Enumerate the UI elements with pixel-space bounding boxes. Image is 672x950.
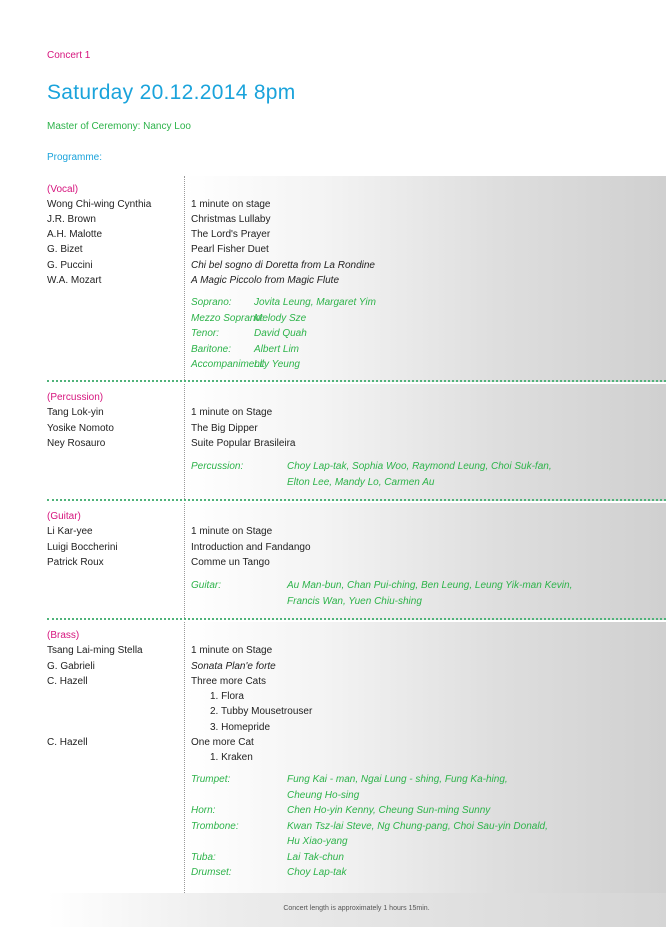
page-title: Saturday 20.12.2014 8pm	[47, 81, 296, 104]
piece: 1 minute on Stage	[191, 407, 273, 418]
performer-names: Lily Yeung	[254, 359, 300, 370]
performer-names: Lai Tak-chun	[287, 852, 344, 863]
piece: 1 minute on Stage	[191, 645, 273, 656]
performer-names: Choy Lap-tak	[287, 867, 347, 878]
guitar-section	[47, 503, 666, 620]
piece: Suite Popular Brasileira	[191, 438, 296, 449]
composer: J.R. Brown	[47, 214, 96, 225]
composer: Li Kar-yee	[47, 526, 93, 537]
piece: A Magic Piccolo from Magic Flute	[191, 275, 340, 286]
composer: W.A. Mozart	[47, 275, 102, 286]
composer: Luigi Boccherini	[47, 542, 118, 553]
performer-names: Albert Lim	[254, 344, 300, 355]
composer: G. Bizet	[47, 244, 83, 255]
performer-role: Trumpet:	[191, 774, 231, 785]
column-divider	[184, 622, 185, 893]
performer-role: Tuba:	[191, 852, 216, 863]
performer-role: Baritone:	[191, 344, 232, 355]
performer-role: Guitar:	[191, 580, 222, 591]
performer-role: Tenor:	[191, 328, 219, 339]
composer: Patrick Roux	[47, 557, 104, 568]
vocal-section	[47, 176, 666, 382]
piece: Introduction and Fandango	[191, 542, 311, 553]
piece: Comme un Tango	[191, 557, 270, 568]
column-divider	[184, 176, 185, 382]
performer-role: Percussion:	[191, 461, 244, 472]
performer-names: Jovita Leung, Margaret Yim	[254, 297, 376, 308]
section-divider	[47, 380, 666, 382]
piece: 1 minute on Stage	[191, 526, 273, 537]
performer-names: Kwan Tsz-lai Steve, Ng Chung-pang, Choi Sau-yin Donald,	[287, 821, 548, 832]
programme-label: Programme:	[47, 152, 103, 163]
piece: 1 minute on stage	[191, 199, 271, 210]
composer: Ney Rosauro	[47, 438, 106, 449]
performer-names: Francis Wan, Yuen Chiu-shing	[287, 596, 422, 607]
movement: 1. Kraken	[210, 752, 253, 763]
master-of-ceremony: Master of Ceremony: Nancy Loo	[47, 121, 191, 132]
performer-names: Fung Kai - man, Ngai Lung - shing, Fung Ka-hing,	[287, 774, 508, 785]
performer-role: Drumset:	[191, 867, 232, 878]
composer: Tsang Lai-ming Stella	[47, 645, 143, 656]
composer: C. Hazell	[47, 676, 88, 687]
performer-names: Melody Sze	[254, 313, 307, 324]
category-guitar: (Guitar)	[47, 511, 81, 522]
composer: C. Hazell	[47, 737, 88, 748]
composer: G. Gabrieli	[47, 661, 95, 672]
composer: G. Puccini	[47, 260, 93, 271]
performer-names: Chen Ho-yin Kenny, Cheung Sun-ming Sunny	[287, 805, 491, 816]
column-divider	[184, 384, 185, 501]
percussion-section	[47, 384, 666, 501]
piece: Sonata Plan'e forte	[191, 661, 276, 672]
category-vocal: (Vocal)	[47, 184, 79, 195]
composer: Yosike Nomoto	[47, 423, 114, 434]
piece: The Big Dipper	[191, 423, 258, 434]
brass-section	[47, 622, 666, 893]
performer-role: Trombone:	[191, 821, 239, 832]
piece: Chi bel sogno di Doretta from La Rondine	[191, 260, 375, 271]
performer-names: Au Man-bun, Chan Pui-ching, Ben Leung, Leung Yik-man Kevin,	[287, 580, 573, 591]
piece: The Lord's Prayer	[191, 229, 271, 240]
performer-names: David Quah	[254, 328, 307, 339]
performer-role: Mezzo Soprano:	[191, 313, 264, 324]
performer-role: Horn:	[191, 805, 216, 816]
composer: A.H. Malotte	[47, 229, 103, 240]
column-divider	[184, 503, 185, 620]
category-percussion: (Percussion)	[47, 392, 104, 403]
piece: Pearl Fisher Duet	[191, 244, 269, 255]
concert-length-note: Concert length is approximately 1 hours 15min.	[283, 905, 430, 912]
composer: Tang Lok-yin	[47, 407, 104, 418]
composer: Wong Chi-wing Cynthia	[47, 199, 152, 210]
performer-role: Accompaniment:	[191, 359, 266, 370]
movement: 1. Flora	[210, 691, 244, 702]
section-divider	[47, 618, 666, 620]
movement: 3. Homepride	[210, 722, 271, 733]
category-brass: (Brass)	[47, 630, 80, 641]
performer-names: Hu Xiao-yang	[287, 836, 348, 847]
movement: 2. Tubby Mousetrouser	[210, 706, 313, 717]
performer-names: Elton Lee, Mandy Lo, Carmen Au	[287, 477, 435, 488]
footer-band	[47, 893, 666, 927]
piece: Christmas Lullaby	[191, 214, 271, 225]
performer-role: Soprano:	[191, 297, 232, 308]
piece: One more Cat	[191, 737, 254, 748]
performer-names: Cheung Ho-sing	[287, 790, 360, 801]
performer-names: Choy Lap-tak, Sophia Woo, Raymond Leung, Choi Suk-fan,	[287, 461, 552, 472]
concert-label: Concert 1	[47, 50, 91, 61]
section-divider	[47, 499, 666, 501]
piece: Three more Cats	[191, 676, 267, 687]
